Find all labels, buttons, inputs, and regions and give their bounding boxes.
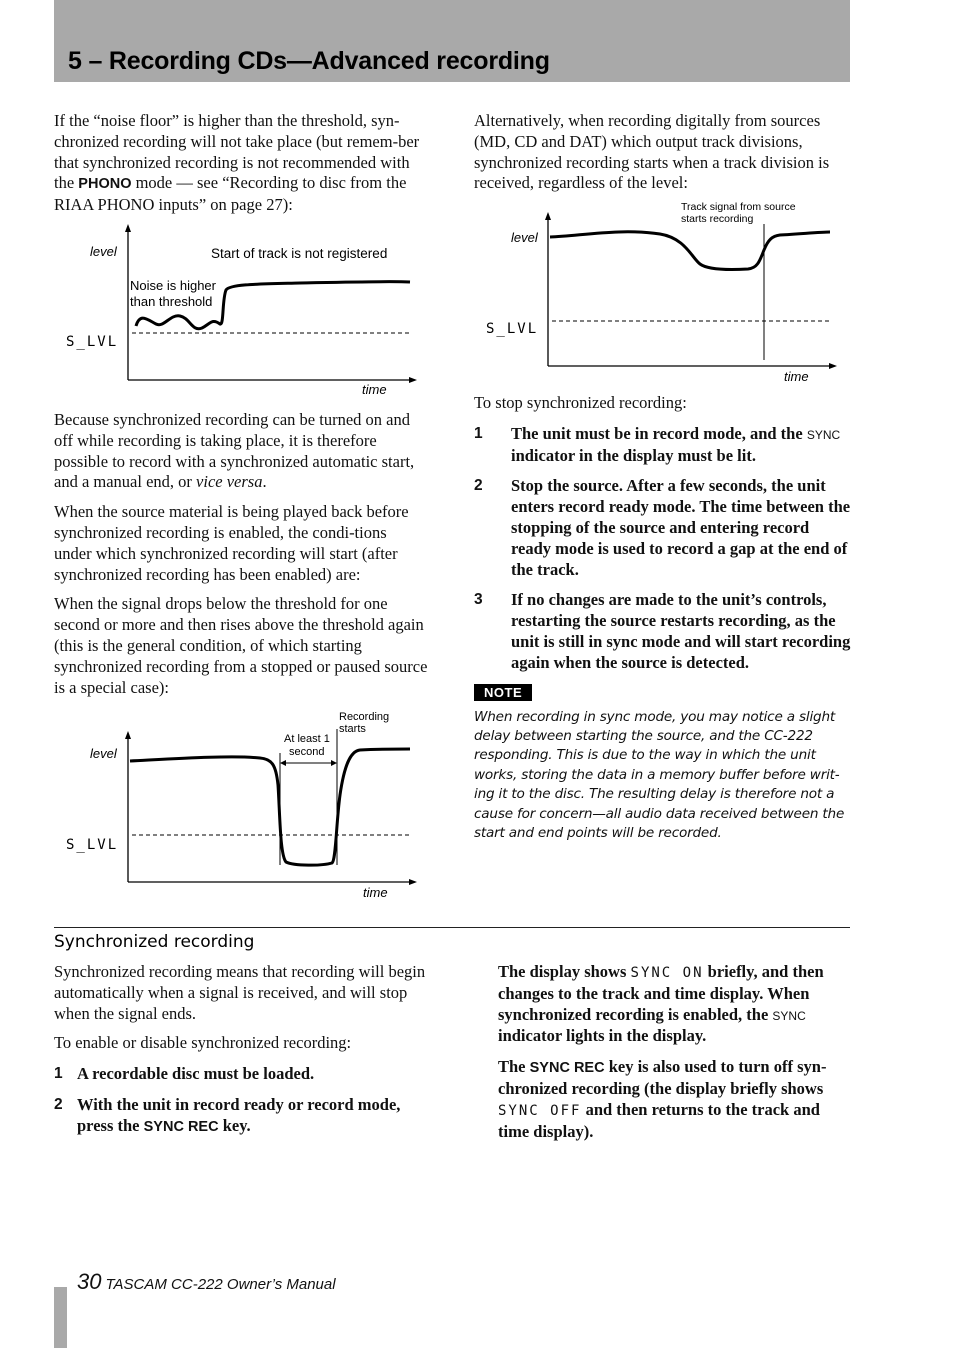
emphasis-text: vice versa bbox=[196, 472, 263, 492]
text-segment: Because synchronized recording can be turned on and off while recording is taking place, it is therefore possible to record with a synchronized automatic start, and a manual end, or bbox=[54, 410, 415, 492]
section-enable-intro: To enable or disable synchronized recording: bbox=[54, 1033, 352, 1053]
text-segment: indicator in the display must be lit. bbox=[511, 445, 756, 465]
text-segment: indicator lights in the display. bbox=[498, 1026, 707, 1046]
intro-paragraph bbox=[54, 111, 428, 216]
text-segment: The unit must be in record mode, and the bbox=[511, 423, 807, 443]
text-segment: key is also used to turn off syn-chronized recording (the display briefly shows bbox=[498, 1057, 827, 1098]
signal-curve bbox=[550, 232, 830, 270]
slvl-label: S_LVL bbox=[486, 321, 539, 337]
diagram-noise-floor bbox=[60, 222, 430, 402]
text-segment: mode — see “Recording to disc from the RIAA PHONO inputs” on page 27): bbox=[54, 173, 407, 215]
step-text bbox=[77, 1095, 430, 1138]
level-label: level bbox=[90, 244, 117, 259]
indicator-sync: SYNC bbox=[772, 1008, 806, 1023]
section-divider bbox=[54, 927, 850, 928]
level-label: level bbox=[511, 230, 538, 245]
text-segment: key. bbox=[218, 1115, 251, 1135]
step-text: A recordable disc must be loaded. bbox=[77, 1064, 315, 1084]
step-text: If no changes are made to the unit’s controls, restarting the source restarts recording, as the unit is still in sync mode and will start recording again when the source is detected. bbox=[511, 590, 851, 672]
section-right-column bbox=[498, 962, 854, 1151]
time-label: time bbox=[784, 369, 809, 384]
time-label: time bbox=[362, 382, 387, 397]
y-axis-arrow bbox=[125, 731, 131, 739]
stop-intro: To stop synchronized recording: bbox=[474, 393, 687, 412]
indicator-sync: SYNC bbox=[806, 427, 841, 442]
noise-note-line1: Noise is higher bbox=[130, 278, 216, 293]
key-label-sync-rec: SYNC REC bbox=[529, 1060, 605, 1077]
recording-starts-line1: Recording bbox=[339, 711, 390, 723]
right-column-lower bbox=[474, 393, 852, 843]
step-text bbox=[511, 424, 852, 467]
time-label: time bbox=[363, 885, 388, 900]
step-text: Stop the source. After a few seconds, the unit enters record ready mode. The time between the stopping of the source and entering record ready mode is used to record a gap at the end of the track. bbox=[511, 476, 851, 579]
left-column-lower bbox=[54, 410, 428, 707]
step-number: 3 bbox=[474, 591, 483, 609]
paragraph-digital-sources: Alternatively, when recording digitally from sources (MD, CD and DAT) which output track divisions, synchronized recording starts when a track division is received, regardless of the level: bbox=[474, 111, 830, 193]
stop-step-2 bbox=[474, 476, 852, 580]
text-segment: With the unit in record ready or record mode, press the bbox=[77, 1094, 401, 1135]
paragraph-vice-versa bbox=[54, 410, 428, 493]
text-segment: The display shows bbox=[498, 962, 631, 981]
x-axis-arrow bbox=[409, 377, 417, 383]
manual-title: TASCAM CC-222 Owner’s Manual bbox=[105, 1276, 336, 1293]
step-number: 2 bbox=[474, 477, 483, 495]
step-number: 1 bbox=[54, 1065, 63, 1083]
noise-note-line2: than threshold bbox=[130, 294, 213, 309]
display-sync-on: SYNC ON bbox=[630, 965, 704, 981]
at-least-line2: second bbox=[289, 746, 325, 758]
sync-off-paragraph bbox=[498, 1057, 854, 1142]
track-signal-line2: starts recording bbox=[681, 213, 754, 225]
x-axis-arrow bbox=[409, 879, 417, 885]
paragraph-conditions: When the source material is being played back before synchronized recording is enabled, the condi-tions under which synchronized recording will start (after synchronized recording has been enabled) are: bbox=[54, 502, 409, 584]
enable-step-2 bbox=[54, 1095, 430, 1138]
text-segment: briefly, and then changes to the track and time display. When synchronized recording is enabled, the bbox=[498, 962, 824, 1024]
note-box bbox=[474, 684, 852, 844]
footer-bar bbox=[54, 1287, 67, 1348]
level-label: level bbox=[90, 746, 117, 761]
y-axis-arrow bbox=[125, 224, 131, 232]
x-axis-arrow bbox=[829, 363, 837, 369]
text-segment: The bbox=[498, 1057, 530, 1077]
note-text: When recording in sync mode, you may notice a slight delay between starting the source, and the CC-222 responding. This is due to the way in which the unit works, storing the data in a memory buffer before writ-ing it to the disc. The resulting delay is therefore not a cause for concern—all audio data received between the start and end points will be recorded. bbox=[474, 708, 845, 841]
text-segment: and then returns to the track and time display). bbox=[498, 1099, 820, 1141]
left-column bbox=[54, 111, 428, 225]
section-heading: Synchronized recording bbox=[54, 932, 255, 952]
diagram-track-division bbox=[480, 198, 850, 388]
duration-arrowhead-left bbox=[280, 760, 286, 766]
footer bbox=[77, 1269, 336, 1295]
paragraph-threshold: When the signal drops below the threshold for one second or more and then rises above the threshold again (this is the general condition, of which starting synchronized recording from a stopped or paused source is a special case): bbox=[54, 594, 428, 697]
slvl-label: S_LVL bbox=[66, 837, 119, 853]
key-label-phono: PHONO bbox=[78, 176, 132, 193]
text-segment: If the “noise floor” is higher than the threshold, syn-chronized recording will not take place (but remem-ber that synchronized recording is not recommended with the bbox=[54, 111, 420, 193]
text-segment: . bbox=[262, 472, 267, 492]
note-badge: NOTE bbox=[474, 684, 532, 701]
key-label-sync-rec: SYNC REC bbox=[143, 1118, 219, 1135]
step-number: 1 bbox=[474, 424, 483, 442]
signal-curve bbox=[130, 749, 410, 865]
display-shows-paragraph bbox=[498, 962, 854, 1047]
stop-step-1 bbox=[474, 424, 852, 467]
diagram-signal-drop bbox=[60, 705, 430, 905]
display-sync-off: SYNC OFF bbox=[498, 1102, 582, 1119]
stop-step-3 bbox=[474, 590, 852, 673]
section-intro: Synchronized recording means that recording will begin automatically when a signal is received, and will stop when the signal ends. bbox=[54, 962, 426, 1023]
recording-starts-line2: starts bbox=[339, 723, 366, 735]
y-axis-arrow bbox=[545, 212, 551, 220]
at-least-line1: At least 1 bbox=[284, 733, 330, 745]
chapter-title: 5 – Recording CDs—Advanced recording bbox=[68, 47, 550, 75]
step-number: 2 bbox=[54, 1095, 63, 1113]
page-number: 30 bbox=[77, 1269, 102, 1294]
caption-text: Start of track is not registered bbox=[211, 246, 388, 261]
slvl-label: S_LVL bbox=[66, 334, 119, 350]
right-column bbox=[474, 111, 852, 203]
enable-step-1 bbox=[54, 1064, 430, 1085]
duration-arrowhead-right bbox=[331, 760, 337, 766]
section-left-column bbox=[54, 962, 430, 1148]
track-signal-line1: Track signal from source bbox=[681, 201, 796, 213]
